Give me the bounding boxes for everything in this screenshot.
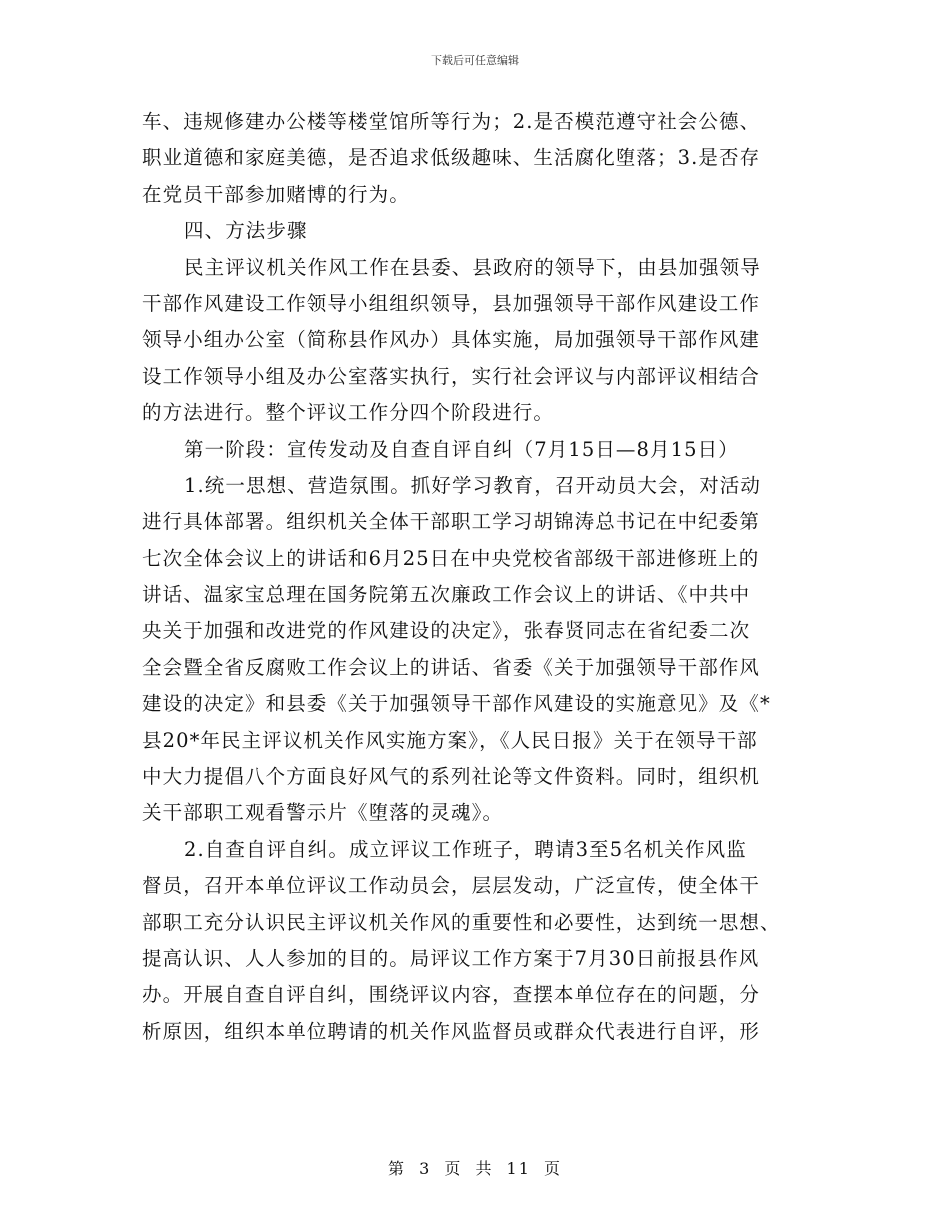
document-body: [142, 104, 810, 1050]
page-number: 第 3 页 共 11 页: [388, 1159, 562, 1178]
body-line: 全会暨全省反腐败工作会议上的讲话、省委《关于加强领导干部作风: [142, 655, 761, 679]
body-line: 职业道德和家庭美德，是否追求低级趣味、生活腐化堕落；3.是否存: [142, 146, 761, 170]
body-line: 中大力提倡八个方面良好风气的系列社论等文件资料。同时，组织机: [142, 765, 761, 789]
body-line: 讲话、温家宝总理在国务院第五次廉政工作会议上的讲话、《中共中: [142, 583, 751, 607]
body-line: 1.统一思想、营造氛围。抓好学习教育，召开动员大会，对活动: [184, 473, 762, 497]
page-header: 下载后可任意编辑: [431, 54, 519, 67]
body-line: 车、违规修建办公楼等楼堂馆所等行为；2.是否模范遵守社会公德、: [142, 110, 761, 133]
body-line: 领导小组办公室（简称县作风办）具体实施，局加强领导干部作风建: [142, 328, 761, 352]
body-line: 2.自查自评自纠。成立评议工作班子，聘请3至5名机关作风监: [184, 837, 747, 861]
body-line: 关干部职工观看警示片《堕落的灵魂》。: [142, 801, 504, 825]
body-line: 督员，召开本单位评议工作动员会，层层发动，广泛宣传，使全体干: [142, 874, 761, 898]
body-line: 部职工充分认识民主评议机关作风的重要性和必要性，达到统一思想、: [142, 910, 781, 934]
body-line: 县20*年民主评议机关作风实施方案》，《人民日报》关于在领导干部: [142, 728, 758, 752]
body-line: 民主评议机关作风工作在县委、县政府的领导下，由县加强领导: [184, 255, 761, 279]
body-line: 进行具体部署。组织机关全体干部职工学习胡锦涛总书记在中纪委第: [142, 510, 761, 534]
body-line: 在党员干部参加赌博的行为。: [142, 182, 410, 206]
body-line: 办。开展自查自评自纠，围绕评议内容，查摆本单位存在的问题，分: [142, 983, 761, 1007]
body-line: 七次全体会议上的讲话和6月25日在中央党校省部级干部进修班上的: [142, 546, 760, 570]
body-line: 设工作领导小组及办公室落实执行，实行社会评议与内部评议相结合: [142, 364, 761, 388]
body-line: 析原因，组织本单位聘请的机关作风监督员或群众代表进行自评，形: [142, 1019, 761, 1043]
body-line: 建设的决定》和县委《关于加强领导干部作风建设的实施意见》及《*: [142, 692, 771, 716]
body-line: 的方法进行。整个评议工作分四个阶段进行。: [142, 401, 555, 425]
body-line: 干部作风建设工作领导小组组织领导，县加强领导干部作风建设工作: [142, 291, 761, 315]
body-line: 央关于加强和改进党的作风建设的决定》，张春贤同志在省纪委二次: [142, 619, 751, 643]
stage-heading: 第一阶段：宣传发动及自查自评自纠（7月15日—8月15日）: [184, 437, 739, 461]
body-line: 提高认识、人人参加的目的。局评议工作方案于7月30日前报县作风: [142, 946, 760, 970]
section-heading: 四、方法步骤: [184, 219, 308, 243]
